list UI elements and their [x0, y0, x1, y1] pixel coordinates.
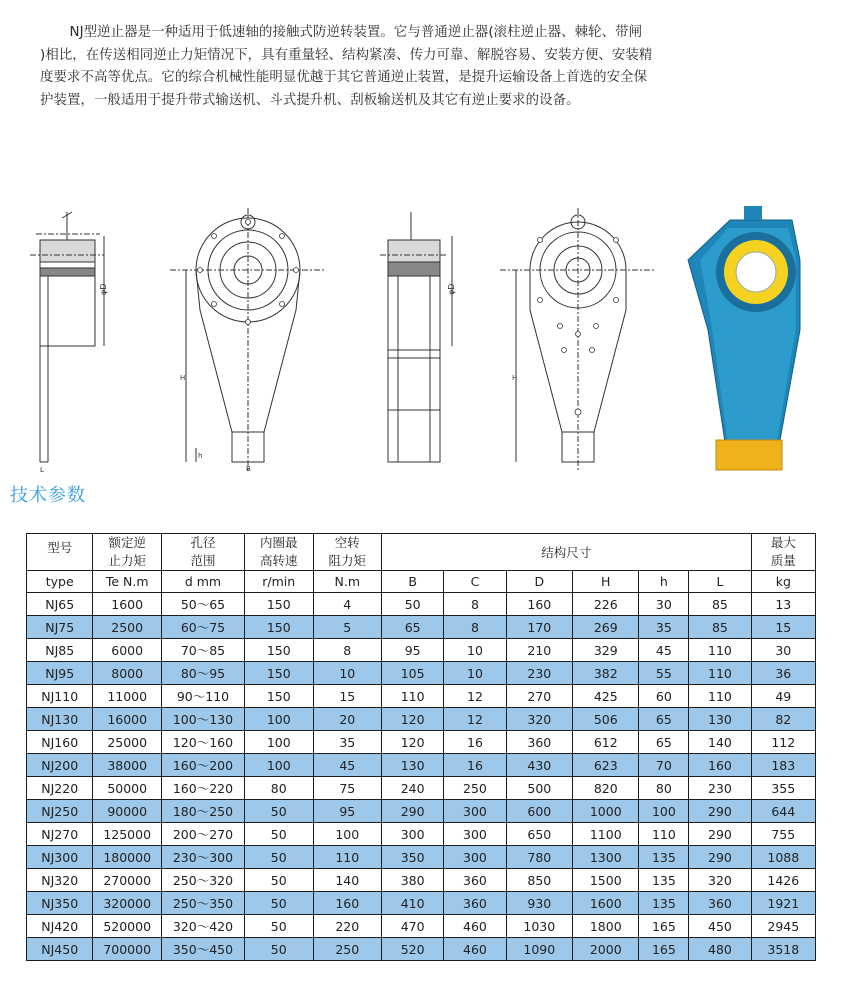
intro-line: NJ型逆止器是一种适用于低速轴的接触式防逆转装置。它与普通逆止器(滚柱逆止器、棘轮、带闸 — [69, 25, 643, 40]
table-cell: 290 — [689, 823, 751, 846]
table-cell: NJ250 — [27, 800, 93, 823]
table-cell: 70 — [639, 754, 689, 777]
table-cell: 520 — [382, 938, 444, 961]
table-cell: 230 — [506, 662, 572, 685]
table-cell: 50 — [245, 869, 314, 892]
front-view-drawing-1 — [170, 208, 326, 470]
unit-cell: D — [506, 571, 572, 593]
table-cell: NJ75 — [27, 616, 93, 639]
table-cell: 120 — [382, 708, 444, 731]
table-cell: 112 — [751, 731, 815, 754]
table-row — [27, 938, 816, 961]
table-cell: 100 — [313, 823, 382, 846]
table-cell: NJ85 — [27, 639, 93, 662]
header-type: 型号 — [27, 534, 93, 571]
table-cell: 520000 — [93, 915, 162, 938]
table-cell: 50 — [245, 938, 314, 961]
table-cell: 290 — [689, 800, 751, 823]
table-cell: 2500 — [93, 616, 162, 639]
table-cell: 410 — [382, 892, 444, 915]
table-cell: 95 — [382, 639, 444, 662]
table-cell: 8 — [313, 639, 382, 662]
table-cell: 1600 — [93, 593, 162, 616]
intro-line: )相比，在传送相同逆止力矩情况下，具有重量轻、结构紧凑、传力可靠、解脱容易、安装方便、安装精 — [40, 47, 653, 63]
table-cell: 170 — [506, 616, 572, 639]
units-row — [27, 571, 816, 593]
table-cell: 130 — [689, 708, 751, 731]
table-cell: 300 — [444, 823, 506, 846]
table-cell: 100 — [245, 754, 314, 777]
table-cell: 49 — [751, 685, 815, 708]
table-cell: 80 — [245, 777, 314, 800]
table-cell: 25000 — [93, 731, 162, 754]
table-cell: 13 — [751, 593, 815, 616]
table-row — [27, 616, 816, 639]
table-cell: 250～350 — [161, 892, 244, 915]
table-cell: 230～300 — [161, 846, 244, 869]
table-row — [27, 915, 816, 938]
unit-cell: N.m — [313, 571, 382, 593]
intro-line: 度要求不高等优点。它的综合机械性能明显优越于其它普通逆止装置，是提升运输设备上首选的安全保 — [40, 70, 648, 85]
table-cell: NJ450 — [27, 938, 93, 961]
table-cell: 612 — [573, 731, 639, 754]
table-cell: 755 — [751, 823, 815, 846]
table-cell: 150 — [245, 593, 314, 616]
table-cell: 45 — [639, 639, 689, 662]
section-title: 技术参数 — [10, 485, 86, 506]
table-cell: 382 — [573, 662, 639, 685]
table-cell: 380 — [382, 869, 444, 892]
table-cell: 500 — [506, 777, 572, 800]
table-cell: 36 — [751, 662, 815, 685]
unit-cell: type — [27, 571, 93, 593]
table-cell: 140 — [689, 731, 751, 754]
table-cell: 460 — [444, 938, 506, 961]
table-cell: 100～130 — [161, 708, 244, 731]
table-cell: 425 — [573, 685, 639, 708]
table-cell: 20 — [313, 708, 382, 731]
table-cell: 50 — [245, 823, 314, 846]
dim-label-h-big: H — [180, 374, 186, 382]
table-cell: 10 — [444, 639, 506, 662]
table-cell: 180000 — [93, 846, 162, 869]
table-cell: 1300 — [573, 846, 639, 869]
table-row — [27, 754, 816, 777]
spec-table-body — [27, 593, 816, 961]
table-cell: 250 — [313, 938, 382, 961]
unit-cell: r/min — [245, 571, 314, 593]
table-cell: 95 — [313, 800, 382, 823]
table-cell: 183 — [751, 754, 815, 777]
technical-drawings — [0, 200, 850, 480]
dim-label-b: B — [246, 465, 251, 473]
table-cell: 240 — [382, 777, 444, 800]
table-cell: 150 — [245, 616, 314, 639]
table-row — [27, 892, 816, 915]
table-cell: 230 — [689, 777, 751, 800]
table-cell: NJ320 — [27, 869, 93, 892]
table-cell: 300 — [444, 846, 506, 869]
table-cell: 82 — [751, 708, 815, 731]
table-cell: 160 — [506, 593, 572, 616]
table-cell: 350 — [382, 846, 444, 869]
table-cell: 300 — [382, 823, 444, 846]
table-cell: 90～110 — [161, 685, 244, 708]
table-cell: 8000 — [93, 662, 162, 685]
table-cell: 120～160 — [161, 731, 244, 754]
table-cell: 450 — [689, 915, 751, 938]
table-cell: NJ130 — [27, 708, 93, 731]
table-row — [27, 777, 816, 800]
table-cell: NJ220 — [27, 777, 93, 800]
table-cell: 4 — [313, 593, 382, 616]
table-cell: 226 — [573, 593, 639, 616]
table-cell: 55 — [639, 662, 689, 685]
table-row — [27, 800, 816, 823]
table-cell: 650 — [506, 823, 572, 846]
table-cell: 110 — [689, 639, 751, 662]
dim-label-d: φD — [99, 283, 108, 295]
spec-table — [26, 533, 816, 961]
table-cell: 2000 — [573, 938, 639, 961]
unit-cell: C — [444, 571, 506, 593]
table-cell: 50000 — [93, 777, 162, 800]
table-cell: 110 — [689, 685, 751, 708]
dim-label-h-big-2: H — [512, 374, 518, 382]
table-cell: 3518 — [751, 938, 815, 961]
table-cell: 35 — [313, 731, 382, 754]
table-row — [27, 869, 816, 892]
table-cell: 350～450 — [161, 938, 244, 961]
unit-cell: B — [382, 571, 444, 593]
table-cell: 270 — [506, 685, 572, 708]
table-cell: NJ350 — [27, 892, 93, 915]
table-cell: 11000 — [93, 685, 162, 708]
table-cell: 65 — [382, 616, 444, 639]
table-cell: 600 — [506, 800, 572, 823]
table-cell: 250 — [444, 777, 506, 800]
side-view-drawing-1 — [30, 212, 104, 462]
table-cell: 45 — [313, 754, 382, 777]
table-cell: NJ95 — [27, 662, 93, 685]
table-cell: 820 — [573, 777, 639, 800]
table-cell: 644 — [751, 800, 815, 823]
table-cell: 70～85 — [161, 639, 244, 662]
table-cell: 50～65 — [161, 593, 244, 616]
table-cell: 90000 — [93, 800, 162, 823]
table-cell: 110 — [313, 846, 382, 869]
table-cell: 10 — [313, 662, 382, 685]
header-dims: 结构尺寸 — [382, 534, 752, 571]
table-cell: 50 — [245, 915, 314, 938]
table-cell: NJ300 — [27, 846, 93, 869]
table-cell: 85 — [689, 616, 751, 639]
table-row — [27, 685, 816, 708]
table-cell: 85 — [689, 593, 751, 616]
table-cell: 60～75 — [161, 616, 244, 639]
table-cell: 135 — [639, 869, 689, 892]
table-cell: 623 — [573, 754, 639, 777]
table-cell: 930 — [506, 892, 572, 915]
table-cell: 65 — [639, 731, 689, 754]
table-cell: 16000 — [93, 708, 162, 731]
dim-label-d-2: φD — [447, 283, 456, 295]
unit-cell: d mm — [161, 571, 244, 593]
table-cell: 470 — [382, 915, 444, 938]
table-cell: 65 — [639, 708, 689, 731]
table-cell: NJ200 — [27, 754, 93, 777]
table-cell: 165 — [639, 938, 689, 961]
table-cell: 250～320 — [161, 869, 244, 892]
table-cell: 300 — [444, 800, 506, 823]
table-cell: 15 — [313, 685, 382, 708]
table-cell: NJ270 — [27, 823, 93, 846]
table-cell: 506 — [573, 708, 639, 731]
table-cell: 480 — [689, 938, 751, 961]
table-cell: 290 — [382, 800, 444, 823]
table-cell: 15 — [751, 616, 815, 639]
table-cell: 130 — [382, 754, 444, 777]
table-cell: 110 — [382, 685, 444, 708]
table-cell: 150 — [245, 639, 314, 662]
table-cell: 100 — [245, 731, 314, 754]
table-cell: 135 — [639, 846, 689, 869]
table-cell: 160～200 — [161, 754, 244, 777]
table-cell: 160 — [689, 754, 751, 777]
table-cell: 135 — [639, 892, 689, 915]
header-d: 孔径 范围 — [161, 534, 244, 571]
unit-cell: Te N.m — [93, 571, 162, 593]
header-mass: 最大 质量 — [751, 534, 815, 571]
table-cell: 50 — [245, 892, 314, 915]
table-cell: 100 — [245, 708, 314, 731]
table-cell: 320 — [506, 708, 572, 731]
product-illustration — [688, 206, 800, 470]
table-cell: 1426 — [751, 869, 815, 892]
table-row — [27, 846, 816, 869]
table-row — [27, 823, 816, 846]
table-cell: 80～95 — [161, 662, 244, 685]
table-cell: 165 — [639, 915, 689, 938]
table-cell: 38000 — [93, 754, 162, 777]
table-row — [27, 662, 816, 685]
table-cell: 320000 — [93, 892, 162, 915]
table-cell: 125000 — [93, 823, 162, 846]
table-cell: 10 — [444, 662, 506, 685]
table-cell: 1100 — [573, 823, 639, 846]
table-cell: NJ110 — [27, 685, 93, 708]
table-cell: 360 — [506, 731, 572, 754]
table-cell: 320 — [689, 869, 751, 892]
table-cell: 50 — [245, 846, 314, 869]
table-cell: 430 — [506, 754, 572, 777]
table-cell: 75 — [313, 777, 382, 800]
table-cell: 12 — [444, 708, 506, 731]
table-cell: 700000 — [93, 938, 162, 961]
side-view-drawing-2 — [380, 212, 452, 462]
table-cell: 1088 — [751, 846, 815, 869]
table-cell: 12 — [444, 685, 506, 708]
table-cell: 5 — [313, 616, 382, 639]
dim-label-l: L — [40, 466, 44, 474]
table-cell: 35 — [639, 616, 689, 639]
table-cell: 8 — [444, 593, 506, 616]
table-cell: 1030 — [506, 915, 572, 938]
table-cell: 220 — [313, 915, 382, 938]
table-cell: 50 — [245, 800, 314, 823]
table-cell: 110 — [689, 662, 751, 685]
table-row — [27, 639, 816, 662]
table-cell: 6000 — [93, 639, 162, 662]
table-cell: 30 — [639, 593, 689, 616]
table-cell: 60 — [639, 685, 689, 708]
table-cell: 329 — [573, 639, 639, 662]
table-cell: 160 — [313, 892, 382, 915]
table-cell: 16 — [444, 731, 506, 754]
table-cell: 1090 — [506, 938, 572, 961]
table-cell: 110 — [639, 823, 689, 846]
table-cell: NJ65 — [27, 593, 93, 616]
header-te: 额定逆 止力矩 — [93, 534, 162, 571]
table-cell: 180～250 — [161, 800, 244, 823]
unit-cell: h — [639, 571, 689, 593]
table-row — [27, 708, 816, 731]
intro-paragraph — [40, 22, 810, 112]
table-cell: 140 — [313, 869, 382, 892]
table-cell: 1921 — [751, 892, 815, 915]
table-cell: 460 — [444, 915, 506, 938]
table-cell: NJ160 — [27, 731, 93, 754]
table-cell: 360 — [689, 892, 751, 915]
table-cell: 160～220 — [161, 777, 244, 800]
table-cell: 30 — [751, 639, 815, 662]
table-cell: 270000 — [93, 869, 162, 892]
table-cell: 355 — [751, 777, 815, 800]
table-cell: 120 — [382, 731, 444, 754]
table-cell: 1600 — [573, 892, 639, 915]
table-cell: 150 — [245, 685, 314, 708]
header-idle: 空转 阻力矩 — [313, 534, 382, 571]
table-cell: 269 — [573, 616, 639, 639]
table-cell: 290 — [689, 846, 751, 869]
unit-cell: H — [573, 571, 639, 593]
table-cell: 1800 — [573, 915, 639, 938]
table-row — [27, 731, 816, 754]
unit-cell: kg — [751, 571, 815, 593]
table-cell: 780 — [506, 846, 572, 869]
table-cell: 360 — [444, 869, 506, 892]
unit-cell: L — [689, 571, 751, 593]
table-cell: 850 — [506, 869, 572, 892]
table-cell: 150 — [245, 662, 314, 685]
table-cell: 200～270 — [161, 823, 244, 846]
table-cell: 210 — [506, 639, 572, 662]
table-cell: 360 — [444, 892, 506, 915]
table-cell: 100 — [639, 800, 689, 823]
table-cell: 320～420 — [161, 915, 244, 938]
table-row — [27, 593, 816, 616]
dim-label-h-small: h — [198, 452, 203, 460]
table-cell: 1500 — [573, 869, 639, 892]
table-cell: 80 — [639, 777, 689, 800]
table-cell: 2945 — [751, 915, 815, 938]
table-cell: NJ420 — [27, 915, 93, 938]
table-cell: 8 — [444, 616, 506, 639]
table-cell: 1000 — [573, 800, 639, 823]
front-view-drawing-2 — [500, 208, 656, 470]
table-cell: 16 — [444, 754, 506, 777]
table-cell: 50 — [382, 593, 444, 616]
table-cell: 105 — [382, 662, 444, 685]
intro-line: 护装置，一般适用于提升带式输送机、斗式提升机、刮板输送机及其它有逆止要求的设备。 — [40, 92, 580, 108]
header-speed: 内圈最 高转速 — [245, 534, 314, 571]
